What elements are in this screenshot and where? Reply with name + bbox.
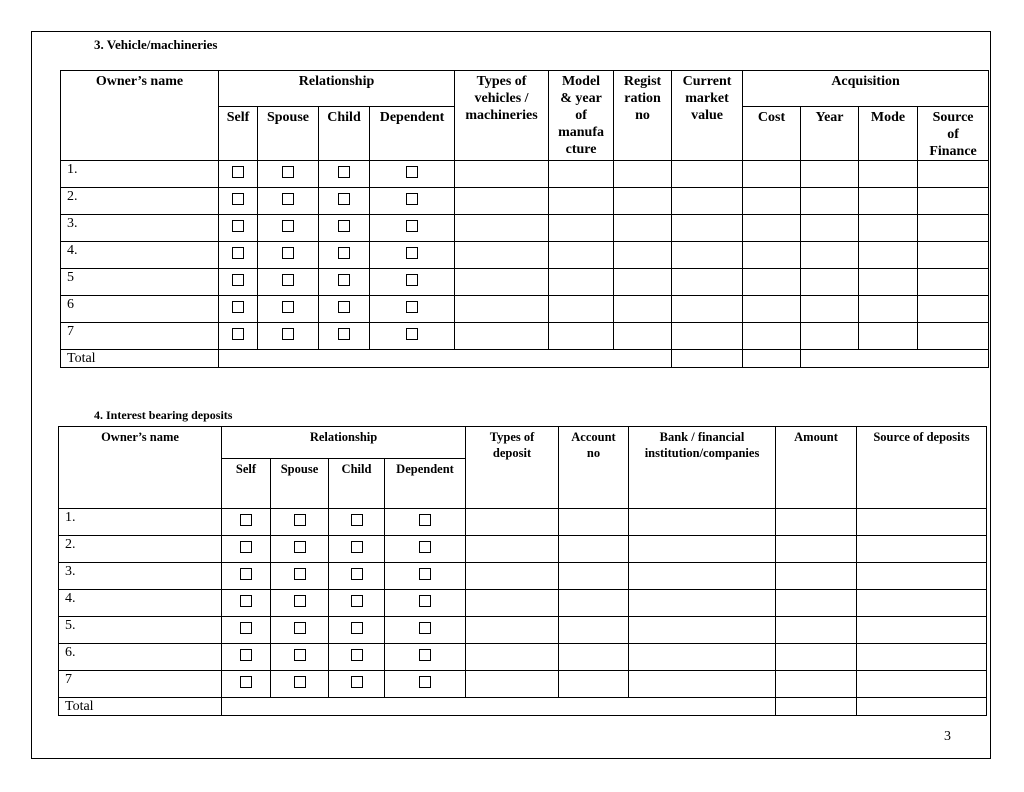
header-types-of-deposit <box>466 427 559 509</box>
row-number: 4. <box>59 590 222 617</box>
cell-self <box>222 617 271 644</box>
cell-spouse <box>258 188 319 215</box>
row-number: 6. <box>59 644 222 671</box>
total-label: Total <box>61 350 219 368</box>
input-cell[interactable] <box>455 296 549 323</box>
cell-child <box>319 161 370 188</box>
row-number: 2. <box>61 188 219 215</box>
header-child: Child <box>329 459 385 509</box>
cell-dependent <box>385 671 466 698</box>
input-cell[interactable] <box>466 617 559 644</box>
section-title-vehicles: 3. Vehicle/machineries <box>94 37 218 52</box>
cell-child <box>329 671 385 698</box>
cell-spouse <box>258 296 319 323</box>
input-cell[interactable] <box>859 188 918 215</box>
header-text: Types of <box>489 430 535 444</box>
row-number: 6 <box>61 296 219 323</box>
cell-dependent <box>385 509 466 536</box>
input-cell[interactable] <box>549 161 614 188</box>
input-cell[interactable] <box>801 269 859 296</box>
cell-spouse <box>271 617 329 644</box>
total-cell <box>801 350 989 368</box>
header-owner-name: Owner’s name <box>59 427 222 509</box>
input-cell[interactable] <box>629 617 776 644</box>
checkbox-child[interactable] <box>351 514 363 526</box>
input-cell[interactable] <box>672 188 743 215</box>
input-cell[interactable] <box>776 563 857 590</box>
input-cell[interactable] <box>549 296 614 323</box>
header-text: Bank / financial <box>659 430 745 444</box>
header-spouse: Spouse <box>258 107 319 161</box>
input-cell[interactable] <box>743 188 801 215</box>
page-number: 3 <box>944 729 951 744</box>
checkbox-spouse[interactable] <box>282 328 294 340</box>
input-cell[interactable] <box>614 242 672 269</box>
checkbox-child[interactable] <box>351 595 363 607</box>
header-text: value <box>691 108 723 123</box>
checkbox-spouse[interactable] <box>294 676 306 688</box>
input-cell[interactable] <box>672 269 743 296</box>
cell-self <box>219 323 258 350</box>
header-relationship: Relationship <box>219 71 455 107</box>
input-cell[interactable] <box>466 671 559 698</box>
table-row <box>61 215 989 242</box>
checkbox-spouse[interactable] <box>294 568 306 580</box>
cell-child <box>319 242 370 269</box>
cell-spouse <box>258 269 319 296</box>
header-text: Model <box>561 74 601 89</box>
input-cell[interactable] <box>857 617 987 644</box>
header-text: cture <box>565 142 597 157</box>
row-number: 7 <box>61 323 219 350</box>
cell-child <box>319 323 370 350</box>
table-row <box>59 563 987 590</box>
input-cell[interactable] <box>918 161 989 188</box>
input-cell[interactable] <box>629 536 776 563</box>
input-cell[interactable] <box>776 590 857 617</box>
checkbox-self[interactable] <box>240 541 252 553</box>
input-cell[interactable] <box>629 671 776 698</box>
checkbox-self[interactable] <box>240 595 252 607</box>
input-cell[interactable] <box>614 323 672 350</box>
cell-child <box>329 563 385 590</box>
input-cell[interactable] <box>801 161 859 188</box>
checkbox-dependent[interactable] <box>406 328 418 340</box>
input-cell[interactable] <box>466 563 559 590</box>
cell-self <box>222 563 271 590</box>
header-dependent: Dependent <box>370 107 455 161</box>
table-row <box>59 617 987 644</box>
cell-spouse <box>258 242 319 269</box>
header-bank-institution <box>629 427 776 509</box>
checkbox-spouse[interactable] <box>294 595 306 607</box>
checkbox-self[interactable] <box>240 514 252 526</box>
input-cell[interactable] <box>672 161 743 188</box>
input-cell[interactable] <box>743 269 801 296</box>
cell-spouse <box>271 509 329 536</box>
cell-child <box>329 536 385 563</box>
cell-spouse <box>258 215 319 242</box>
checkbox-dependent[interactable] <box>419 541 431 553</box>
checkbox-spouse[interactable] <box>282 220 294 232</box>
header-cost: Cost <box>743 107 801 161</box>
table-row <box>61 323 989 350</box>
table-row <box>61 269 989 296</box>
cell-self <box>219 188 258 215</box>
cell-dependent <box>370 242 455 269</box>
input-cell[interactable] <box>918 323 989 350</box>
cell-spouse <box>271 671 329 698</box>
header-current-market-value <box>672 71 743 161</box>
input-cell[interactable] <box>801 296 859 323</box>
input-cell[interactable] <box>918 215 989 242</box>
header-text: of <box>947 127 959 142</box>
row-number: 2. <box>59 536 222 563</box>
header-text: machineries <box>465 108 538 123</box>
header-mode: Mode <box>859 107 918 161</box>
cell-dependent <box>385 590 466 617</box>
cell-spouse <box>271 536 329 563</box>
header-text: Types of <box>476 74 527 89</box>
table-row <box>59 509 987 536</box>
input-cell[interactable] <box>672 296 743 323</box>
checkbox-dependent[interactable] <box>419 568 431 580</box>
input-cell[interactable] <box>918 269 989 296</box>
input-cell[interactable] <box>549 269 614 296</box>
input-cell[interactable] <box>801 215 859 242</box>
row-number: 3. <box>61 215 219 242</box>
input-cell[interactable] <box>455 161 549 188</box>
header-text: ration <box>624 91 661 106</box>
total-cost-cell[interactable] <box>743 350 801 368</box>
input-cell[interactable] <box>455 188 549 215</box>
cell-child <box>319 188 370 215</box>
input-cell[interactable] <box>743 242 801 269</box>
checkbox-spouse[interactable] <box>282 247 294 259</box>
cell-self <box>222 590 271 617</box>
input-cell[interactable] <box>466 536 559 563</box>
header-text: of <box>575 108 587 123</box>
checkbox-child[interactable] <box>338 247 350 259</box>
header-text: deposit <box>492 446 532 460</box>
checkbox-self[interactable] <box>232 220 244 232</box>
input-cell[interactable] <box>859 215 918 242</box>
input-cell[interactable] <box>918 188 989 215</box>
row-number: 1. <box>61 161 219 188</box>
row-number: 3. <box>59 563 222 590</box>
header-account-no <box>559 427 629 509</box>
input-cell[interactable] <box>801 188 859 215</box>
input-cell[interactable] <box>614 269 672 296</box>
checkbox-spouse[interactable] <box>282 193 294 205</box>
cell-dependent <box>385 644 466 671</box>
header-text: no <box>635 108 650 123</box>
checkbox-dependent[interactable] <box>406 220 418 232</box>
cell-dependent <box>385 563 466 590</box>
checkbox-spouse[interactable] <box>282 301 294 313</box>
header-types-of-vehicles <box>455 71 549 161</box>
checkbox-child[interactable] <box>338 301 350 313</box>
checkbox-spouse[interactable] <box>294 514 306 526</box>
input-cell[interactable] <box>614 161 672 188</box>
checkbox-self[interactable] <box>232 301 244 313</box>
checkbox-child[interactable] <box>351 649 363 661</box>
header-text: Current <box>682 74 732 89</box>
cell-spouse <box>271 644 329 671</box>
checkbox-spouse[interactable] <box>294 622 306 634</box>
table-row <box>59 536 987 563</box>
checkbox-dependent[interactable] <box>406 193 418 205</box>
cell-child <box>329 644 385 671</box>
input-cell[interactable] <box>559 671 629 698</box>
checkbox-self[interactable] <box>240 649 252 661</box>
header-acquisition: Acquisition <box>743 71 989 107</box>
checkbox-spouse[interactable] <box>294 649 306 661</box>
table-row <box>59 671 987 698</box>
section-title-deposits: 4. Interest bearing deposits <box>94 408 233 422</box>
cell-child <box>329 617 385 644</box>
row-number: 1. <box>59 509 222 536</box>
checkbox-child[interactable] <box>351 568 363 580</box>
deposit-rows <box>59 509 987 698</box>
input-cell[interactable] <box>672 323 743 350</box>
header-amount: Amount <box>776 427 857 509</box>
cell-child <box>329 509 385 536</box>
checkbox-self[interactable] <box>232 193 244 205</box>
checkbox-child[interactable] <box>338 193 350 205</box>
input-cell[interactable] <box>549 323 614 350</box>
checkbox-dependent[interactable] <box>419 595 431 607</box>
cell-spouse <box>258 323 319 350</box>
table-row <box>59 590 987 617</box>
total-cell <box>222 698 776 716</box>
cell-self <box>222 509 271 536</box>
input-cell[interactable] <box>859 296 918 323</box>
input-cell[interactable] <box>857 590 987 617</box>
input-cell[interactable] <box>559 563 629 590</box>
total-amount-cell[interactable] <box>776 698 857 716</box>
header-model-year <box>549 71 614 161</box>
input-cell[interactable] <box>776 644 857 671</box>
input-cell[interactable] <box>614 296 672 323</box>
input-cell[interactable] <box>614 215 672 242</box>
input-cell[interactable] <box>776 671 857 698</box>
total-market-value-cell[interactable] <box>672 350 743 368</box>
cell-self <box>222 644 271 671</box>
checkbox-dependent[interactable] <box>406 301 418 313</box>
header-self: Self <box>219 107 258 161</box>
checkbox-child[interactable] <box>338 328 350 340</box>
row-number: 7 <box>59 671 222 698</box>
input-cell[interactable] <box>455 242 549 269</box>
input-cell[interactable] <box>672 242 743 269</box>
header-self: Self <box>222 459 271 509</box>
input-cell[interactable] <box>559 536 629 563</box>
header-registration-no <box>614 71 672 161</box>
input-cell[interactable] <box>455 215 549 242</box>
checkbox-dependent[interactable] <box>419 514 431 526</box>
total-label: Total <box>59 698 222 716</box>
cell-child <box>319 269 370 296</box>
header-text: institution/companies <box>644 446 760 460</box>
row-number: 4. <box>61 242 219 269</box>
table-row <box>61 188 989 215</box>
cell-dependent <box>370 215 455 242</box>
input-cell[interactable] <box>549 188 614 215</box>
checkbox-child[interactable] <box>338 274 350 286</box>
checkbox-child[interactable] <box>351 541 363 553</box>
header-relationship: Relationship <box>222 427 466 459</box>
cell-dependent <box>385 617 466 644</box>
header-child: Child <box>319 107 370 161</box>
input-cell[interactable] <box>801 323 859 350</box>
checkbox-self[interactable] <box>240 622 252 634</box>
input-cell[interactable] <box>629 590 776 617</box>
checkbox-child[interactable] <box>338 166 350 178</box>
checkbox-self[interactable] <box>232 247 244 259</box>
input-cell[interactable] <box>776 509 857 536</box>
cell-dependent <box>370 323 455 350</box>
cell-child <box>329 590 385 617</box>
checkbox-child[interactable] <box>351 676 363 688</box>
input-cell[interactable] <box>743 215 801 242</box>
checkbox-dependent[interactable] <box>406 247 418 259</box>
input-cell[interactable] <box>549 215 614 242</box>
header-owner-name: Owner’s name <box>61 71 219 161</box>
checkbox-child[interactable] <box>351 622 363 634</box>
total-source-cell <box>857 698 987 716</box>
input-cell[interactable] <box>918 242 989 269</box>
vehicle-rows <box>61 161 989 350</box>
cell-self <box>219 242 258 269</box>
input-cell[interactable] <box>857 644 987 671</box>
cell-self <box>219 161 258 188</box>
input-cell[interactable] <box>859 269 918 296</box>
input-cell[interactable] <box>466 590 559 617</box>
header-text: Source <box>932 110 974 125</box>
input-cell[interactable] <box>743 161 801 188</box>
input-cell[interactable] <box>559 590 629 617</box>
cell-self <box>222 671 271 698</box>
checkbox-child[interactable] <box>338 220 350 232</box>
input-cell[interactable] <box>857 671 987 698</box>
cell-self <box>219 269 258 296</box>
header-text: manufa <box>558 125 604 140</box>
header-year: Year <box>801 107 859 161</box>
input-cell[interactable] <box>859 323 918 350</box>
input-cell[interactable] <box>614 188 672 215</box>
input-cell[interactable] <box>455 323 549 350</box>
cell-spouse <box>271 563 329 590</box>
cell-self <box>219 215 258 242</box>
header-text: no <box>586 446 601 460</box>
row-number: 5. <box>59 617 222 644</box>
input-cell[interactable] <box>629 563 776 590</box>
header-text: market <box>685 91 729 106</box>
table-row <box>61 161 989 188</box>
interest-deposits-table <box>58 426 987 716</box>
input-cell[interactable] <box>776 536 857 563</box>
table-row <box>61 296 989 323</box>
checkbox-self[interactable] <box>232 328 244 340</box>
input-cell[interactable] <box>466 644 559 671</box>
input-cell[interactable] <box>743 323 801 350</box>
input-cell[interactable] <box>559 509 629 536</box>
vehicle-machineries-table <box>60 70 989 368</box>
header-spouse: Spouse <box>271 459 329 509</box>
checkbox-self[interactable] <box>232 274 244 286</box>
cell-spouse <box>258 161 319 188</box>
checkbox-dependent[interactable] <box>419 649 431 661</box>
header-source-of-deposits: Source of deposits <box>857 427 987 509</box>
input-cell[interactable] <box>629 509 776 536</box>
input-cell[interactable] <box>466 509 559 536</box>
cell-dependent <box>370 296 455 323</box>
checkbox-self[interactable] <box>240 676 252 688</box>
input-cell[interactable] <box>672 215 743 242</box>
cell-spouse <box>271 590 329 617</box>
table-row <box>59 644 987 671</box>
input-cell[interactable] <box>629 644 776 671</box>
cell-self <box>219 296 258 323</box>
input-cell[interactable] <box>857 563 987 590</box>
header-text: & year <box>560 91 602 106</box>
checkbox-self[interactable] <box>240 568 252 580</box>
input-cell[interactable] <box>857 509 987 536</box>
header-text: Finance <box>929 144 977 159</box>
checkbox-dependent[interactable] <box>419 676 431 688</box>
cell-dependent <box>370 188 455 215</box>
checkbox-spouse[interactable] <box>294 541 306 553</box>
input-cell[interactable] <box>857 536 987 563</box>
input-cell[interactable] <box>859 242 918 269</box>
header-text: Account <box>571 430 616 444</box>
checkbox-dependent[interactable] <box>406 166 418 178</box>
cell-dependent <box>370 269 455 296</box>
checkbox-self[interactable] <box>232 166 244 178</box>
header-source-of-finance <box>918 107 989 161</box>
header-text: vehicles / <box>474 91 529 106</box>
checkbox-spouse[interactable] <box>282 166 294 178</box>
cell-child <box>319 215 370 242</box>
checkbox-spouse[interactable] <box>282 274 294 286</box>
input-cell[interactable] <box>455 269 549 296</box>
cell-child <box>319 296 370 323</box>
total-cell <box>219 350 672 368</box>
cell-self <box>222 536 271 563</box>
checkbox-dependent[interactable] <box>406 274 418 286</box>
input-cell[interactable] <box>549 242 614 269</box>
input-cell[interactable] <box>559 644 629 671</box>
header-dependent: Dependent <box>385 459 466 509</box>
row-number: 5 <box>61 269 219 296</box>
input-cell[interactable] <box>743 296 801 323</box>
table-row <box>61 242 989 269</box>
cell-dependent <box>370 161 455 188</box>
cell-dependent <box>385 536 466 563</box>
input-cell[interactable] <box>801 242 859 269</box>
input-cell[interactable] <box>559 617 629 644</box>
checkbox-dependent[interactable] <box>419 622 431 634</box>
input-cell[interactable] <box>859 161 918 188</box>
input-cell[interactable] <box>776 617 857 644</box>
input-cell[interactable] <box>918 296 989 323</box>
header-text: Regist <box>623 74 662 89</box>
